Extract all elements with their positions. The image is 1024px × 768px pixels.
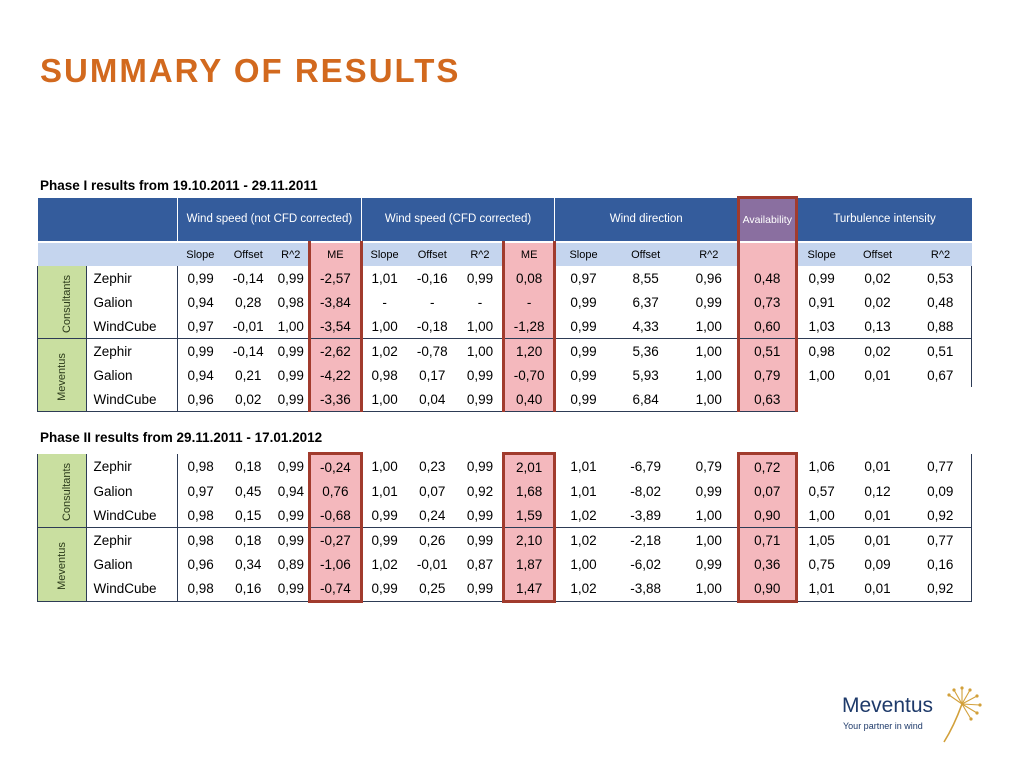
instrument-name: WindCube xyxy=(87,387,178,412)
value-cell: -0,18 xyxy=(407,314,459,339)
table-row xyxy=(38,314,972,339)
value-cell: 0,99 xyxy=(555,339,611,364)
value-cell: 0,01 xyxy=(846,576,910,602)
value-cell: -0,16 xyxy=(416,270,448,286)
value-cell: 8,55 xyxy=(632,270,659,286)
value-cell: 0,02 xyxy=(223,387,274,412)
value-cell: 0,98 xyxy=(361,363,406,387)
value-cell: 0,99 xyxy=(178,266,223,290)
value-cell: -0,74 xyxy=(310,576,362,602)
value-cell: 1,00 xyxy=(796,363,845,387)
value-cell: 0,96 xyxy=(695,270,722,286)
value-cell: 0,72 xyxy=(738,454,796,480)
table-row xyxy=(38,576,972,602)
value-cell: 0,99 xyxy=(277,270,304,286)
value-cell: 0,28 xyxy=(235,294,262,310)
value-cell: 1,02 xyxy=(361,339,406,364)
instrument-name: WindCube xyxy=(87,576,178,602)
phase2-title: Phase II results from 29.11.2011 - 17.01.2012 xyxy=(40,430,323,445)
value-cell: 0,99 xyxy=(277,343,304,359)
value-cell: 1,00 xyxy=(555,552,611,576)
value-cell: 0,94 xyxy=(178,290,223,314)
table-row xyxy=(38,454,972,480)
value-cell: 2,10 xyxy=(503,528,555,553)
value-cell: 1,00 xyxy=(681,576,739,602)
subheader-offset: Offset xyxy=(223,242,274,266)
value-cell: -1,06 xyxy=(310,552,362,576)
value-cell: 0,79 xyxy=(738,363,796,387)
value-cell: 0,36 xyxy=(738,552,796,576)
value-cell: 0,97 xyxy=(555,266,611,290)
value-cell: 0,21 xyxy=(235,367,262,383)
subheader-availability xyxy=(738,242,796,266)
subheader-r2: R^2 xyxy=(458,242,503,266)
value-cell: 0,92 xyxy=(910,576,972,602)
value-cell: 0,99 xyxy=(695,294,722,310)
value-cell: -3,88 xyxy=(611,576,681,602)
subheader-slope: Slope xyxy=(178,242,223,266)
subheader-me: ME xyxy=(503,242,555,266)
table-row xyxy=(38,528,972,553)
instrument-name: Zephir xyxy=(93,270,132,286)
value-cell: 1,05 xyxy=(796,528,845,553)
value-cell: 0,51 xyxy=(738,339,796,364)
value-cell: 1,01 xyxy=(555,479,611,503)
value-cell: 0,34 xyxy=(235,556,262,572)
subheader-slope: Slope xyxy=(361,242,406,266)
header-corner xyxy=(38,198,178,243)
value-cell: 1,00 xyxy=(796,503,845,528)
value-cell: 0,01 xyxy=(864,532,891,548)
value-cell: 1,00 xyxy=(695,532,722,548)
value-cell: 1,01 xyxy=(361,479,406,503)
value-cell: -0,24 xyxy=(310,454,362,480)
value-cell: 1,01 xyxy=(555,454,611,480)
value-cell: 1,01 xyxy=(796,576,845,602)
phase1-table-body xyxy=(38,266,972,412)
value-cell: 0,26 xyxy=(419,532,446,548)
value-cell: 0,01 xyxy=(864,367,891,383)
value-cell: 0,77 xyxy=(910,528,972,553)
value-cell: 1,06 xyxy=(796,454,845,480)
value-cell: 0,88 xyxy=(910,314,972,339)
table-row xyxy=(38,503,972,528)
value-cell: 5,93 xyxy=(632,367,659,383)
value-cell: 0,99 xyxy=(466,532,494,548)
value-cell: 0,91 xyxy=(796,290,845,314)
value-cell: 0,99 xyxy=(695,556,722,572)
value-cell: -3,89 xyxy=(611,503,681,528)
phase1-results-table xyxy=(37,196,972,412)
value-cell: -2,57 xyxy=(310,266,362,290)
subheader-offset: Offset xyxy=(846,242,910,266)
value-cell: -0,01 xyxy=(416,556,448,572)
value-cell: 0,99 xyxy=(466,458,494,474)
value-cell: 0,99 xyxy=(458,503,503,528)
value-cell: -0,14 xyxy=(232,270,264,286)
value-cell: 2,01 xyxy=(503,454,555,480)
value-cell: 0,99 xyxy=(458,387,503,412)
value-cell: -2,62 xyxy=(310,339,362,364)
group-label-cell xyxy=(38,339,87,412)
value-cell: 0,98 xyxy=(277,294,304,310)
value-cell: 1,00 xyxy=(681,503,739,528)
group-label: Consultants xyxy=(61,462,74,521)
value-cell: 0,73 xyxy=(738,290,796,314)
value-cell: 0,60 xyxy=(738,314,796,339)
table-row xyxy=(38,552,972,576)
value-cell: 1,47 xyxy=(503,576,555,602)
value-cell: 0,76 xyxy=(310,479,362,503)
subheader-me: ME xyxy=(310,242,362,266)
value-cell: 0,99 xyxy=(796,266,845,290)
value-cell: -0,68 xyxy=(310,503,362,528)
value-cell: 0,99 xyxy=(466,367,494,383)
value-cell: -3,54 xyxy=(310,314,362,339)
value-cell: 0,48 xyxy=(738,266,796,290)
table-row xyxy=(38,266,972,290)
value-cell: 0,99 xyxy=(274,576,310,602)
phase2-results-table xyxy=(37,452,972,603)
value-cell: 0,04 xyxy=(407,387,459,412)
value-cell: 0,99 xyxy=(274,387,310,412)
value-cell: - xyxy=(477,294,483,310)
value-cell: 1,00 xyxy=(361,454,406,480)
value-cell: 1,00 xyxy=(695,343,722,359)
group-label: Meventus xyxy=(56,352,69,401)
group-label: Meventus xyxy=(56,542,69,590)
value-cell: 0,99 xyxy=(361,503,406,528)
value-cell: -0,78 xyxy=(416,343,448,359)
table-row xyxy=(38,339,972,364)
value-cell: 0,18 xyxy=(235,532,262,548)
value-cell: - xyxy=(361,290,406,314)
subheader-offset: Offset xyxy=(407,242,459,266)
value-cell: 0,12 xyxy=(864,483,891,499)
subheader-r2: R^2 xyxy=(274,242,310,266)
value-cell: - xyxy=(430,294,435,310)
value-cell: 0,09 xyxy=(910,479,972,503)
value-cell: 0,99 xyxy=(555,290,611,314)
value-cell: 1,00 xyxy=(361,314,406,339)
value-cell: 0,48 xyxy=(910,290,972,314)
header-turbulence-intensity: Turbulence intensity xyxy=(796,198,971,243)
subheader-slope: Slope xyxy=(796,242,845,266)
value-cell: 1,03 xyxy=(796,314,845,339)
table-row xyxy=(38,290,972,314)
value-cell: 0,77 xyxy=(910,454,972,480)
header-wind-speed-cfd: Wind speed (CFD corrected) xyxy=(361,198,555,243)
instrument-name: Galion xyxy=(93,367,133,383)
value-cell: 0,40 xyxy=(503,387,555,412)
value-cell: 0,98 xyxy=(796,339,845,364)
value-cell: 0,17 xyxy=(419,367,446,383)
value-cell: 0,02 xyxy=(864,294,891,310)
value-cell: 0,99 xyxy=(695,483,722,499)
instrument-name: Galion xyxy=(93,294,133,310)
value-cell: -3,36 xyxy=(310,387,362,412)
value-cell: 0,75 xyxy=(796,552,845,576)
value-cell: 0,15 xyxy=(223,503,274,528)
value-cell: - xyxy=(503,290,555,314)
value-cell: 0,99 xyxy=(555,363,611,387)
value-cell: -6,79 xyxy=(630,458,662,474)
value-cell: 0,67 xyxy=(910,363,972,387)
value-cell: -2,18 xyxy=(630,532,662,548)
value-cell: 1,00 xyxy=(274,314,310,339)
value-cell: 0,51 xyxy=(910,339,972,364)
value-cell: -0,27 xyxy=(310,528,362,553)
value-cell: 4,33 xyxy=(611,314,681,339)
value-cell: 0,99 xyxy=(361,576,406,602)
value-cell: -0,14 xyxy=(232,343,264,359)
group-label: Consultants xyxy=(61,274,74,333)
instrument-name: Galion xyxy=(93,556,133,572)
value-cell: 0,97 xyxy=(178,314,223,339)
value-cell: 0,99 xyxy=(277,367,304,383)
value-cell: 1,20 xyxy=(503,339,555,364)
group-label-cell xyxy=(38,266,87,339)
value-cell: 0,99 xyxy=(178,339,223,364)
logo-tagline: Your partner in wind xyxy=(843,721,923,731)
value-cell: 1,02 xyxy=(555,503,611,528)
value-cell: 0,92 xyxy=(910,503,972,528)
value-cell: 0,45 xyxy=(235,483,262,499)
value-cell xyxy=(846,387,910,412)
value-cell: 0,99 xyxy=(555,314,611,339)
value-cell: 0,02 xyxy=(864,343,891,359)
value-cell: 0,98 xyxy=(178,454,223,480)
value-cell: 0,99 xyxy=(277,458,304,474)
subheader-slope: Slope xyxy=(555,242,611,266)
value-cell: 0,98 xyxy=(178,576,223,602)
value-cell: 1,87 xyxy=(503,552,555,576)
value-cell: 0,23 xyxy=(419,458,446,474)
logo-wordmark: Meventus xyxy=(842,694,934,717)
value-cell: -0,70 xyxy=(503,363,555,387)
value-cell: 1,68 xyxy=(503,479,555,503)
value-cell: 1,02 xyxy=(361,552,406,576)
value-cell: 1,00 xyxy=(695,367,722,383)
value-cell: 0,90 xyxy=(738,576,796,602)
subheader-corner xyxy=(38,242,178,266)
value-cell: 0,96 xyxy=(178,552,223,576)
value-cell: 0,98 xyxy=(178,503,223,528)
value-cell: 5,36 xyxy=(632,343,659,359)
value-cell: 6,37 xyxy=(632,294,659,310)
value-cell: 0,79 xyxy=(695,458,722,474)
value-cell: 1,01 xyxy=(361,266,406,290)
value-cell: -6,02 xyxy=(630,556,662,572)
subheader-offset: Offset xyxy=(611,242,681,266)
phase1-title: Phase I results from 19.10.2011 - 29.11.2011 xyxy=(40,178,318,193)
value-cell: 0,96 xyxy=(178,387,223,412)
header-wind-speed-not-cfd: Wind speed (not CFD corrected) xyxy=(178,198,361,243)
value-cell: 1,02 xyxy=(555,528,611,553)
dandelion-icon xyxy=(940,686,984,744)
value-cell: 0,99 xyxy=(458,576,503,602)
value-cell: 0,18 xyxy=(235,458,262,474)
value-cell: -3,84 xyxy=(310,290,362,314)
value-cell: 0,01 xyxy=(864,458,891,474)
value-cell: 1,00 xyxy=(681,387,739,412)
value-cell: 1,00 xyxy=(466,343,494,359)
value-cell: 0,16 xyxy=(910,552,972,576)
instrument-name: Zephir xyxy=(93,343,132,359)
value-cell: 0,94 xyxy=(178,363,223,387)
value-cell: 0,89 xyxy=(277,556,304,572)
value-cell: 1,00 xyxy=(458,314,503,339)
value-cell: 0,99 xyxy=(555,387,611,412)
value-cell: 0,13 xyxy=(846,314,910,339)
value-cell: 0,71 xyxy=(738,528,796,553)
meventus-logo xyxy=(842,686,992,746)
subheader-r2: R^2 xyxy=(910,242,972,266)
value-cell: 0,99 xyxy=(277,532,304,548)
value-cell: 0,99 xyxy=(274,503,310,528)
value-cell: 0,57 xyxy=(796,479,845,503)
phase2-table-body xyxy=(38,454,972,602)
value-cell: 0,09 xyxy=(864,556,891,572)
value-cell: -0,01 xyxy=(223,314,274,339)
value-cell: 0,87 xyxy=(466,556,494,572)
value-cell: 0,92 xyxy=(466,483,494,499)
value-cell xyxy=(796,387,845,412)
value-cell: -4,22 xyxy=(310,363,362,387)
value-cell: -8,02 xyxy=(630,483,662,499)
value-cell: 0,63 xyxy=(738,387,796,412)
value-cell: 0,25 xyxy=(407,576,459,602)
table-row xyxy=(38,387,972,412)
header-wind-direction: Wind direction xyxy=(555,198,738,243)
value-cell: 6,84 xyxy=(611,387,681,412)
value-cell: 0,24 xyxy=(407,503,459,528)
slide-title: SUMMARY OF RESULTS xyxy=(40,52,461,89)
group-label-cell xyxy=(38,454,87,528)
table-row xyxy=(38,479,972,503)
header-availability: Availability xyxy=(738,198,796,243)
value-cell: 1,59 xyxy=(503,503,555,528)
instrument-name: Zephir xyxy=(93,458,132,474)
value-cell: 1,00 xyxy=(681,314,739,339)
value-cell: 0,07 xyxy=(738,479,796,503)
instrument-name: WindCube xyxy=(87,503,178,528)
value-cell: 1,00 xyxy=(361,387,406,412)
value-cell: 0,97 xyxy=(178,479,223,503)
instrument-name: Galion xyxy=(93,483,133,499)
value-cell: 0,08 xyxy=(503,266,555,290)
instrument-name: WindCube xyxy=(87,314,178,339)
group-label-cell xyxy=(38,528,87,602)
subheader-r2: R^2 xyxy=(681,242,739,266)
value-cell xyxy=(910,387,972,412)
value-cell: 0,02 xyxy=(864,270,891,286)
value-cell: 1,02 xyxy=(555,576,611,602)
value-cell: 0,53 xyxy=(910,266,972,290)
value-cell: 0,01 xyxy=(846,503,910,528)
value-cell: 0,94 xyxy=(277,483,304,499)
instrument-name: Zephir xyxy=(93,532,132,548)
value-cell: 0,99 xyxy=(466,270,494,286)
value-cell: 0,98 xyxy=(178,528,223,553)
value-cell: 0,07 xyxy=(419,483,446,499)
value-cell: 0,90 xyxy=(738,503,796,528)
value-cell: -1,28 xyxy=(503,314,555,339)
value-cell: 0,16 xyxy=(223,576,274,602)
table-row xyxy=(38,363,972,387)
value-cell: 0,99 xyxy=(361,528,406,553)
